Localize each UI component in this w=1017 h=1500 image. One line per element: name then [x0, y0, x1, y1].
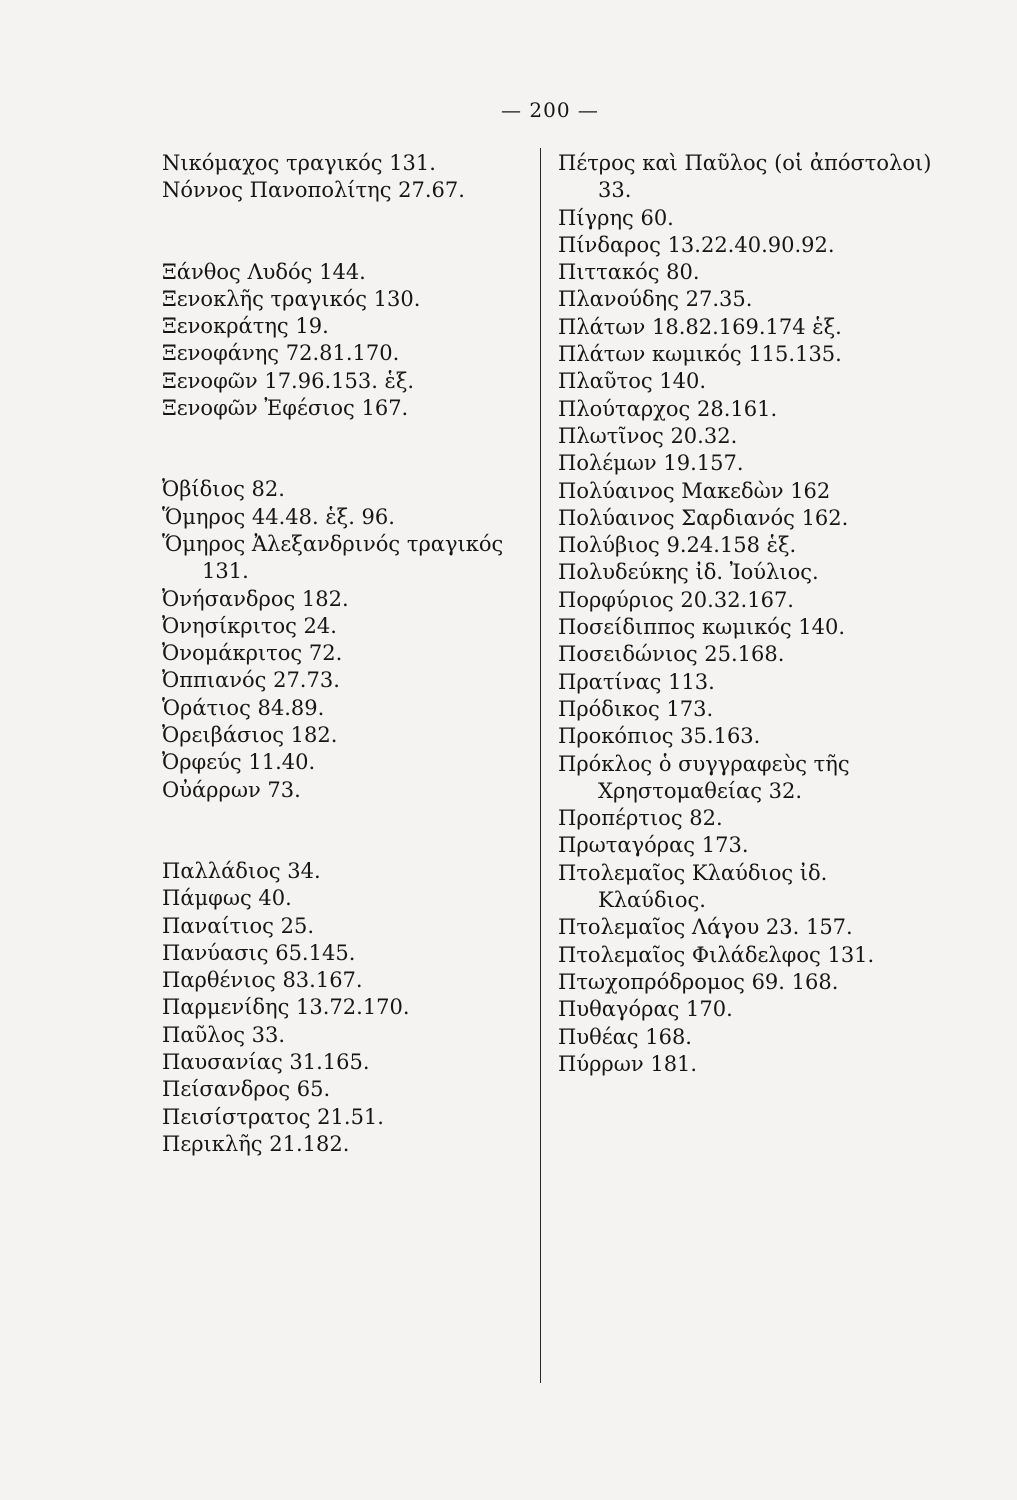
index-entry: Πτολεμαῖος Λάγου 23. 157.: [558, 915, 853, 940]
index-entry: Παρθένιος 83.167.: [162, 968, 363, 993]
index-entry: Παυσανίας 31.165.: [162, 1050, 370, 1075]
index-entry: Περικλῆς 21.182.: [162, 1131, 350, 1156]
index-entry: Πορφύριος 20.32.167.: [558, 587, 794, 612]
index-entry: Πολύβιος 9.24.158 ἑξ.: [558, 533, 797, 558]
index-entry: Πλαῦτος 140.: [558, 369, 707, 394]
index-entry: Πίνδαρος 13.22.40.90.92.: [558, 232, 835, 257]
right-column: [558, 150, 938, 1078]
index-entry: Πύρρων 181.: [558, 1051, 698, 1076]
index-entry: Πολέμων 19.157.: [558, 451, 744, 476]
index-entry: Παλλάδιος 34.: [162, 858, 321, 883]
index-entry: Ὅμηρος 44.48. ἑξ. 96.: [162, 504, 395, 529]
index-entry: Πανύασις 65.145.: [162, 940, 356, 965]
index-entry: Πτολεμαῖος Κλαύδιος ἰδ. Κλαύδιος.: [558, 860, 828, 913]
index-entry: Πλάτων κωμικός 115.135.: [558, 342, 842, 367]
index-entry: Πτολεμαῖος Φιλάδελφος 131.: [558, 942, 875, 967]
index-entry: Πρόκλος ὁ συγγραφεὺς τῆς Χρηστομαθείας 32.: [558, 751, 850, 803]
index-entry: Πολύαινος Μακεδὼν 162: [558, 478, 831, 503]
index-entry: Παρμενίδης 13.72.170.: [162, 995, 410, 1020]
index-entry: Πολυδεύκης ἰδ. Ἰούλιος.: [558, 560, 819, 585]
index-entry: Ὀρειβάσιος 182.: [162, 723, 338, 748]
index-entry: Πλωτῖνος 20.32.: [558, 423, 738, 448]
index-entry: Πέτρος καὶ Παῦλος (οἱ ἀπόστολοι) 33.: [558, 151, 932, 203]
index-entry: Πολύαινος Σαρδιανός 162.: [558, 505, 849, 530]
index-entry: Προκόπιος 35.163.: [558, 724, 761, 749]
index-entry: Ὀππιανός 27.73.: [162, 668, 340, 693]
index-entry: Πιττακός 80.: [558, 260, 700, 285]
index-entry: Ξενοφῶν 17.96.153. ἑξ.: [162, 368, 415, 393]
index-entry: Νικόμαχος τραγικός 131.: [162, 151, 436, 175]
index-entry: Παναίτιος 25.: [162, 913, 315, 938]
index-entry: Ὀνομάκριτος 72.: [162, 641, 343, 666]
index-entry: Παῦλος 33.: [162, 1022, 286, 1047]
index-entry: Πρωταγόρας 173.: [558, 833, 749, 858]
index-entry: Ποσείδιππος κωμικός 140.: [558, 615, 846, 640]
page-number: — 200 —: [501, 98, 599, 122]
group-gap: [162, 804, 532, 858]
index-entry: Ὀρφεύς 11.40.: [162, 750, 316, 775]
index-entry: Πρατίνας 113.: [558, 669, 715, 694]
index-entry: Πτωχοπρόδρομος 69. 168.: [558, 969, 839, 994]
index-entry: Ξάνθος Λυδός 144.: [162, 259, 366, 284]
index-entry: Προπέρτιος 82.: [558, 806, 723, 831]
index-entry: Ξενοφῶν Ἐφέσιος 167.: [162, 396, 409, 421]
index-entry: Ὀνησίκριτος 24.: [162, 613, 337, 638]
left-column: [162, 150, 532, 1158]
index-entry: Πλανούδης 27.35.: [558, 287, 753, 312]
index-entry: Πλούταρχος 28.161.: [558, 396, 778, 421]
index-entry: Πυθέας 168.: [558, 1024, 692, 1049]
index-entry: Ὀβίδιος 82.: [162, 477, 285, 502]
index-entry: Πίγρης 60.: [558, 205, 674, 230]
index-entry: Πυθαγόρας 170.: [558, 997, 733, 1022]
index-entry: Ὅμηρος Ἀλεξανδρινός τραγικός 131.: [162, 531, 504, 584]
index-entry: Ποσειδώνιος 25.168.: [558, 642, 785, 667]
group-gap: [162, 205, 532, 259]
column-divider: [540, 148, 541, 1383]
index-entry: Πεισίστρατος 21.51.: [162, 1104, 384, 1129]
index-entry: Ὁράτιος 84.89.: [162, 695, 325, 720]
index-entry: Οὐάρρων 73.: [162, 777, 301, 802]
index-entry: Πείσανδρος 65.: [162, 1077, 331, 1102]
index-entry: Ὀνήσανδρος 182.: [162, 586, 349, 611]
index-entry: Ξενοκλῆς τραγικός 130.: [162, 286, 421, 311]
index-entry: Ξενοφάνης 72.81.170.: [162, 341, 400, 366]
index-entry: Πάμφως 40.: [162, 886, 292, 911]
index-entry: Νόννος Πανοπολίτης 27.67.: [162, 178, 465, 203]
index-entry: Πλάτων 18.82.169.174 ἑξ.: [558, 314, 842, 339]
index-entry: Πρόδικος 173.: [558, 696, 714, 721]
group-gap: [162, 422, 532, 476]
index-entry: Ξενοκράτης 19.: [162, 314, 329, 339]
